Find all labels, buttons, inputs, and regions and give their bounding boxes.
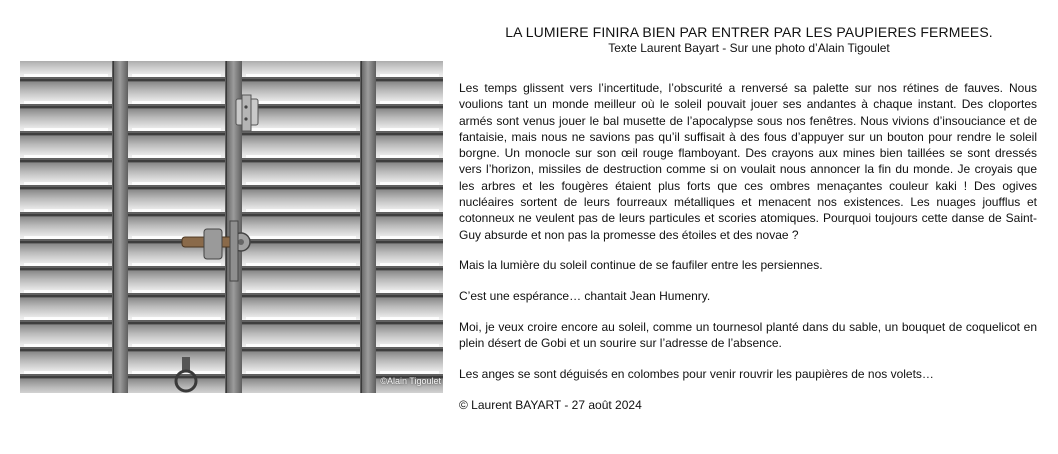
light-streak [246,290,356,293]
frame-edge [361,61,362,393]
light-streak [24,182,108,185]
light-streak [246,317,356,320]
lock-rod [230,221,238,281]
slat-gap [376,266,443,270]
slat-gap [376,104,443,108]
light-streak [24,155,108,158]
light-streak [246,101,356,104]
light-streak [246,209,356,212]
light-streak [380,74,439,77]
slat-gap [376,131,443,135]
slat-gap [242,293,360,297]
shutter-photo [20,61,443,393]
light-streak [132,344,221,347]
light-streak [24,209,108,212]
light-streak [380,236,439,239]
shutter-slat [242,379,360,393]
shutter-frame [360,61,376,393]
light-streak [24,317,108,320]
light-streak [380,155,439,158]
screw [244,117,247,120]
ring-mount [182,357,190,371]
slat-gap [128,266,225,270]
paragraph-3: C’est une espérance… chantait Jean Humenry. [459,289,711,304]
slat-gap [20,104,112,108]
slat-gap [376,212,443,216]
light-streak [24,371,108,374]
light-streak [24,236,108,239]
light-streak [132,101,221,104]
latch-pin [242,95,251,131]
light-streak [380,317,439,320]
light-streak [132,128,221,131]
shutter-image [20,61,443,393]
slat-gap [242,347,360,351]
light-streak [380,101,439,104]
light-streak [132,317,221,320]
shutter-slat [20,379,112,393]
slat-gap [128,158,225,162]
page-subtitle: Texte Laurent Bayart - Sur une photo d’Alain Tigoulet [608,41,890,55]
light-streak [380,344,439,347]
light-streak [132,263,221,266]
slat-gap [20,77,112,81]
slat-gap [242,158,360,162]
light-streak [380,182,439,185]
slat-gap [20,293,112,297]
header [459,24,1039,56]
slat-gap [128,131,225,135]
slat-gap [242,212,360,216]
slat-gap [128,320,225,324]
slat-gap [20,374,112,378]
slat-gap [376,239,443,243]
frame-edge [226,61,227,393]
light-streak [380,128,439,131]
copyright-line: © Laurent BAYART - 27 août 2024 [459,397,642,412]
slat-gap [376,185,443,189]
slat-gap [376,293,443,297]
slat-gap [128,212,225,216]
light-streak [132,371,221,374]
lock-knob-center [238,239,244,245]
light-streak [246,371,356,374]
light-streak [24,344,108,347]
shutter-frame [112,61,128,393]
slat-gap [20,239,112,243]
screw [244,105,247,108]
light-streak [24,290,108,293]
light-streak [380,371,439,374]
slat-gap [242,239,360,243]
slat-gap [242,374,360,378]
slat-gap [20,158,112,162]
paragraph-5: Les anges se sont déguisés en colombes pour venir rouvrir les paupières de nos volets… [459,367,934,382]
page-title: LA LUMIERE FINIRA BIEN PAR ENTRER PAR LES PAUPIERES FERMEES. [505,24,993,40]
light-streak [132,182,221,185]
slat-gap [242,77,360,81]
slat-gap [242,131,360,135]
slat-gap [242,185,360,189]
light-streak [24,128,108,131]
light-streak [24,263,108,266]
slat-gap [376,158,443,162]
light-streak [246,155,356,158]
slat-gap [20,131,112,135]
light-streak [24,74,108,77]
light-streak [380,290,439,293]
slat-gap [376,347,443,351]
light-streak [132,155,221,158]
frame-edge [113,61,114,393]
light-streak [246,74,356,77]
slat-gap [128,347,225,351]
slat-gap [242,266,360,270]
light-streak [132,74,221,77]
slat-gap [242,104,360,108]
slat-gap [20,266,112,270]
light-streak [246,236,356,239]
paragraph-4: Moi, je veux croire encore au soleil, comme un tournesol planté dans du sable, un bouquet de coquelicot en plein désert de Gobi et un sourire sur l’adresse de l’absence. [459,320,1037,351]
slat-gap [376,320,443,324]
paragraph-1: Les temps glissent vers l’incertitude, l’obscurité a renversé sa palette sur nos rétines de fauves. Nous voulions tant un monde meilleur où le soleil pouvait jouer ses andantes à chaque instant. Des cloportes armés sont venus jouer le bal musette de l’apocalypse sous nos fenêtres. Nous vivions d’insouciance et de fantaisie, mais nous ne savions pas qu’il suffisait à des fous d’appuyer sur un bouton pour rendre le soleil borgne. Un monocle sur son œil rouge flamboyant. Des crayons aux mines bien taillées se sont dressés vers l’horizon, missiles de destruction comme si on voulait nous annoncer la fin du monde. Je croyais que les arbres et les fougères étaient plus forts que ces ombres menaçantes couleur kaki ! Des ogives nucléaires sortent de leurs fourreaux métalliques et menacent nos existences. Les nuages joufflus et cotonneux ne veulent pas de leurs particules et scories atomiques. Pourquoi toujours cette danse de Saint-Guy absurde et non pas la promesse des étoiles et des novae ? [459,81,1037,242]
slat-gap [242,320,360,324]
slat-gap [20,185,112,189]
light-streak [132,290,221,293]
slat-gap [128,185,225,189]
paragraph-2: Mais la lumière du soleil continue de se faufiler entre les persiennes. [459,258,823,273]
light-streak [246,344,356,347]
light-streak [132,209,221,212]
slat-gap [20,347,112,351]
article-body [459,80,1037,413]
slat-gap [128,293,225,297]
light-streak [246,263,356,266]
slat-gap [128,77,225,81]
light-streak [246,182,356,185]
slat-gap [20,212,112,216]
slat-gap [20,320,112,324]
light-streak [380,263,439,266]
light-streak [380,209,439,212]
light-streak [24,101,108,104]
slat-gap [376,77,443,81]
photo-credit: ©Alain Tigoulet [380,376,441,386]
lock-body [204,229,222,259]
slat-gap [128,104,225,108]
light-streak [246,128,356,131]
